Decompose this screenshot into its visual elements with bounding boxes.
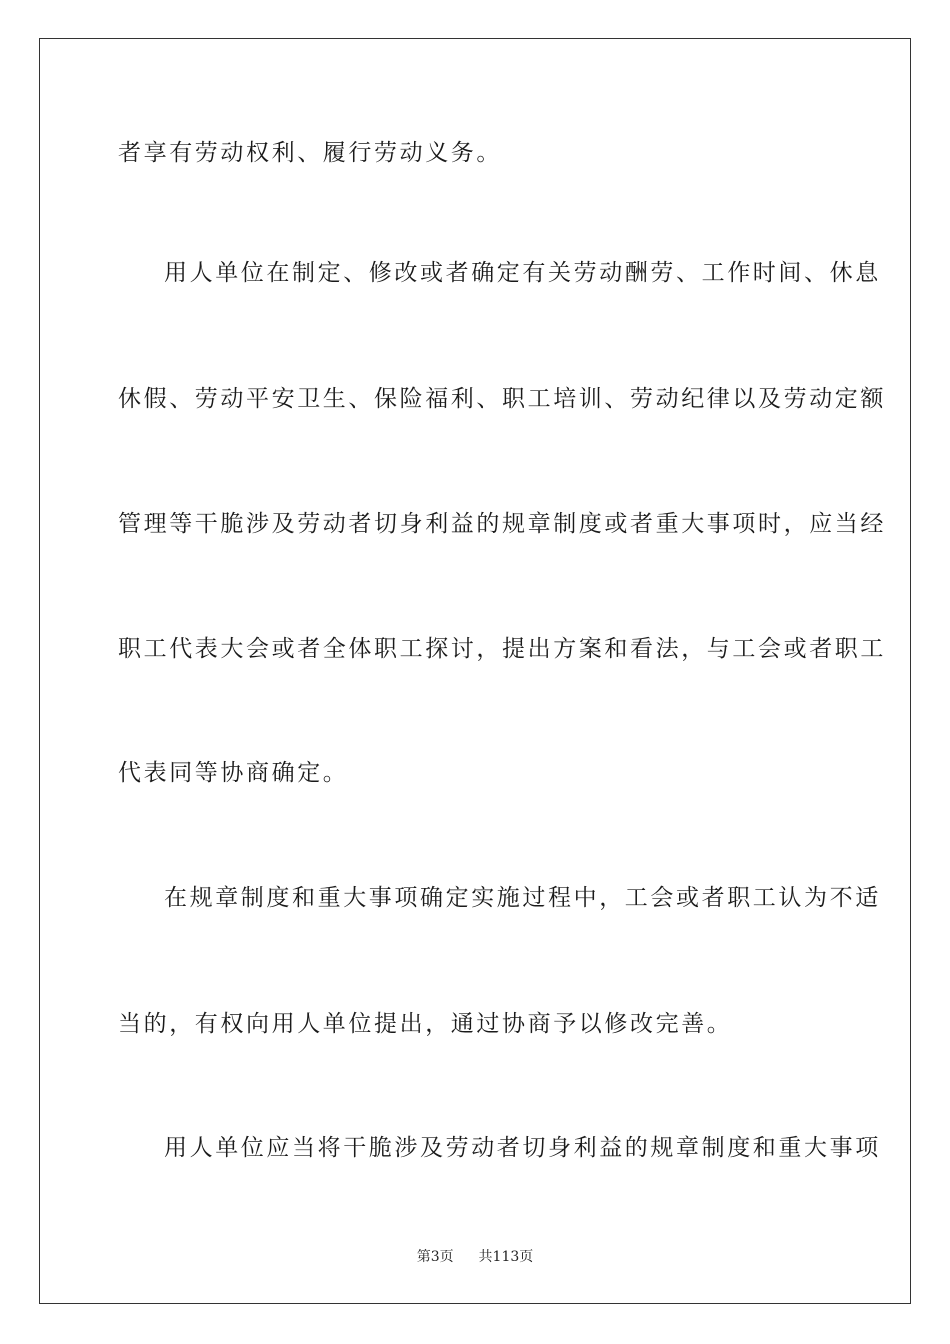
- total-pages: 共113页: [478, 1249, 534, 1265]
- body-line-6: 代表同等协商确定。: [118, 760, 349, 786]
- page-number: 第3页: [416, 1249, 454, 1265]
- body-line-5: 职工代表大会或者全体职工探讨，提出方案和看法，与工会或者职工: [118, 636, 886, 662]
- page-border: [39, 38, 911, 1304]
- body-line-4: 管理等干脆涉及劳动者切身利益的规章制度或者重大事项时，应当经: [118, 511, 886, 537]
- body-line-8: 当的，有权向用人单位提出，通过协商予以修改完善。: [118, 1011, 733, 1037]
- page-footer: [0, 1248, 950, 1266]
- body-line-2: 用人单位在制定、修改或者确定有关劳动酬劳、工作时间、休息: [164, 260, 881, 286]
- body-line-7: 在规章制度和重大事项确定实施过程中，工会或者职工认为不适: [164, 885, 881, 911]
- body-line-1: 者享有劳动权利、履行劳动义务。: [118, 140, 502, 166]
- body-line-3: 休假、劳动平安卫生、保险福利、职工培训、劳动纪律以及劳动定额: [118, 386, 886, 412]
- body-line-9: 用人单位应当将干脆涉及劳动者切身利益的规章制度和重大事项: [164, 1135, 881, 1161]
